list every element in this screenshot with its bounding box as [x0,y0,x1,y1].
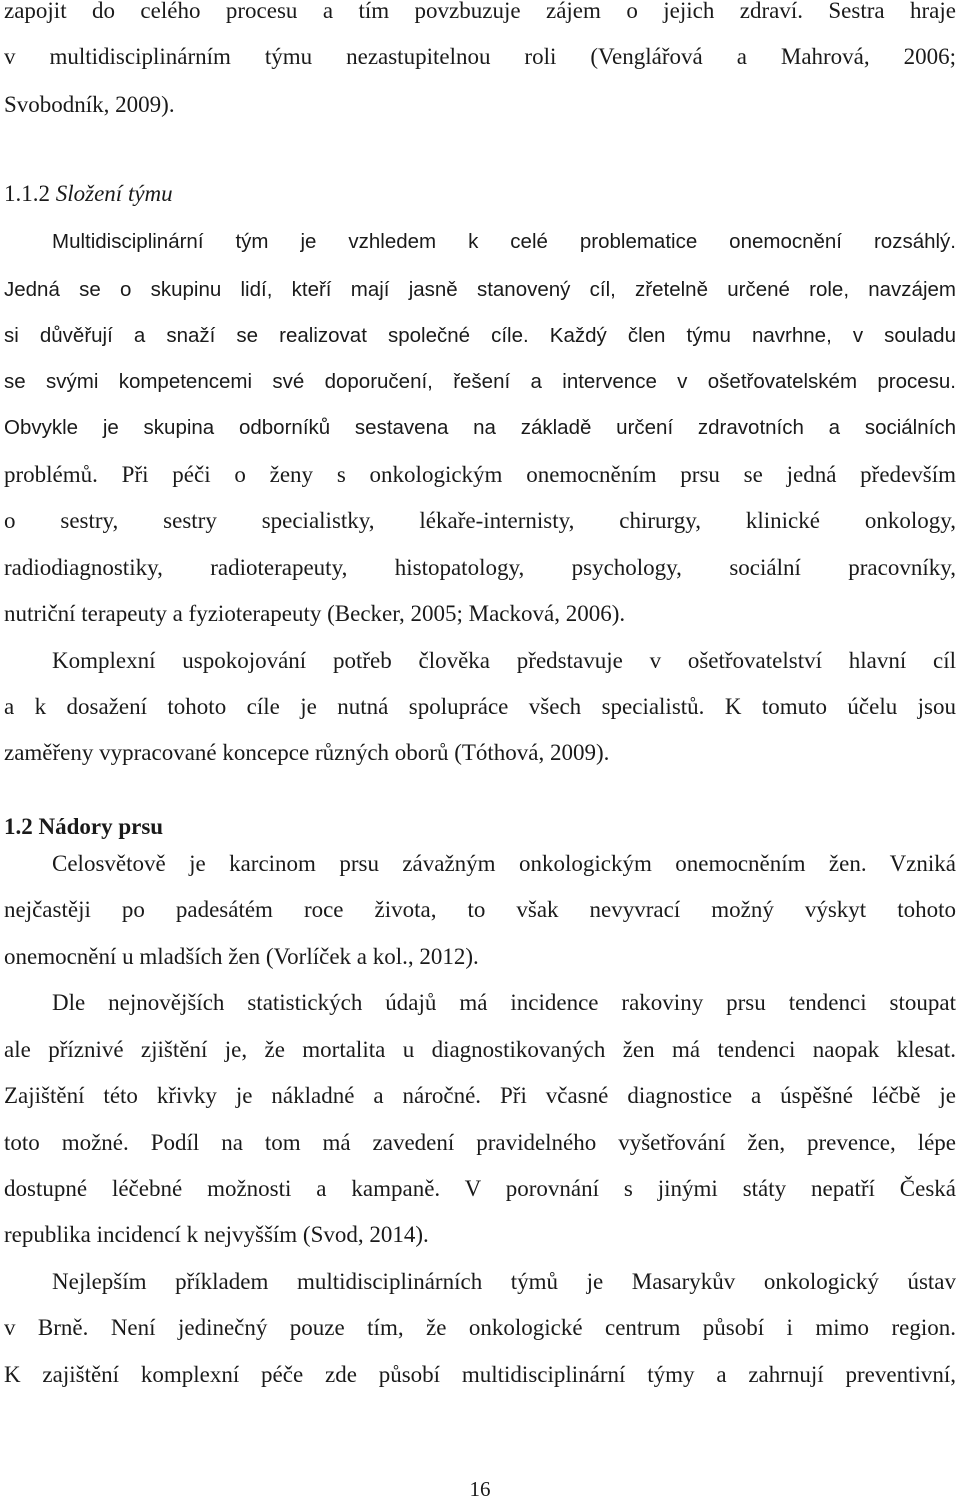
paragraph-line: Komplexní uspokojování potřeb člověka představuje v ošetřovatelství hlavní cíl [52,648,956,673]
paragraph-line: dostupné léčebné možnosti a kampaně. V porovnání s jinými státy nepatří Česká [4,1176,956,1201]
paragraph-line: si důvěřují a snaží se realizovat společné cíle. Každý člen týmu navrhne, v souladu [4,324,956,347]
paragraph-line: Nejlepším příkladem multidisciplinárních týmů je Masarykův onkologický ústav [52,1269,956,1294]
paragraph-line: zapojit do celého procesu a tím povzbuzuje zájem o jejich zdraví. Sestra hraje [4,0,956,23]
section-heading: 1.2 Nádory prsu [4,814,164,839]
section-heading [4,179,173,209]
paragraph-line: Celosvětově je karcinom prsu závažným onkologickým onemocněním žen. Vzniká [52,851,956,876]
paragraph-line: toto možné. Podíl na tom má zavedení pravidelného vyšetřování žen, prevence, lépe [4,1130,956,1155]
paragraph-line: onemocnění u mladších žen (Vorlíček a kol., 2012). [4,944,479,969]
paragraph-line: Zajištění této křivky je nákladné a náročné. Při včasné diagnostice a úspěšné léčbě je [4,1083,956,1108]
section-title: Složení týmu [55,181,173,206]
paragraph-line: Svobodník, 2009). [4,92,175,117]
section-number: 1.1.2 [4,181,50,206]
paragraph-line: Multidisciplinární tým je vzhledem k celé problematice onemocnění rozsáhlý. [52,230,956,253]
paragraph-line: nejčastěji po padesátém roce života, to však nevyvrací možný výskyt tohoto [4,897,956,922]
paragraph-line: Obvykle je skupina odborníků sestavena na základě určení zdravotních a sociálních [4,416,956,439]
paragraph-line: v Brně. Není jedinečný pouze tím, že onkologické centrum působí i mimo region. [4,1315,956,1340]
paragraph-line: Dle nejnovějších statistických údajů má incidence rakoviny prsu tendenci stoupat [52,990,956,1015]
paragraph-line: problémů. Při péči o ženy s onkologickým onemocněním prsu se jedná především [4,462,956,487]
paragraph-line: se svými kompetencemi své doporučení, řešení a intervence v ošetřovatelském procesu. [4,370,956,393]
paragraph-line: radiodiagnostiky, radioterapeuty, histopatology, psychology, sociální pracovníky, [4,555,956,580]
paragraph-line: ale příznivé zjištění je, že mortalita u diagnostikovaných žen má tendenci naopak klesat. [4,1037,956,1062]
paragraph-line: nutriční terapeuty a fyzioterapeuty (Becker, 2005; Macková, 2006). [4,601,626,626]
paragraph-line: zaměřeny vypracované koncepce různých oborů (Tóthová, 2009). [4,740,610,765]
paragraph-line: a k dosažení tohoto cíle je nutná spolupráce všech specialistů. K tomuto účelu jsou [4,694,956,719]
paragraph-line: republika incidencí k nejvyšším (Svod, 2014). [4,1222,429,1247]
paragraph-line: Jedná se o skupinu lidí, kteří mají jasně stanovený cíl, zřetelně určené role, navzájem [4,278,956,301]
page-number: 16 [469,1477,491,1501]
paragraph-line: o sestry, sestry specialistky, lékaře-internisty, chirurgy, klinické onkology, [4,508,956,533]
paragraph-line: K zajištění komplexní péče zde působí multidisciplinární týmy a zahrnují preventivní, [4,1362,956,1387]
paragraph-line: v multidisciplinárním týmu nezastupitelnou roli (Venglářová a Mahrová, 2006; [4,44,956,69]
